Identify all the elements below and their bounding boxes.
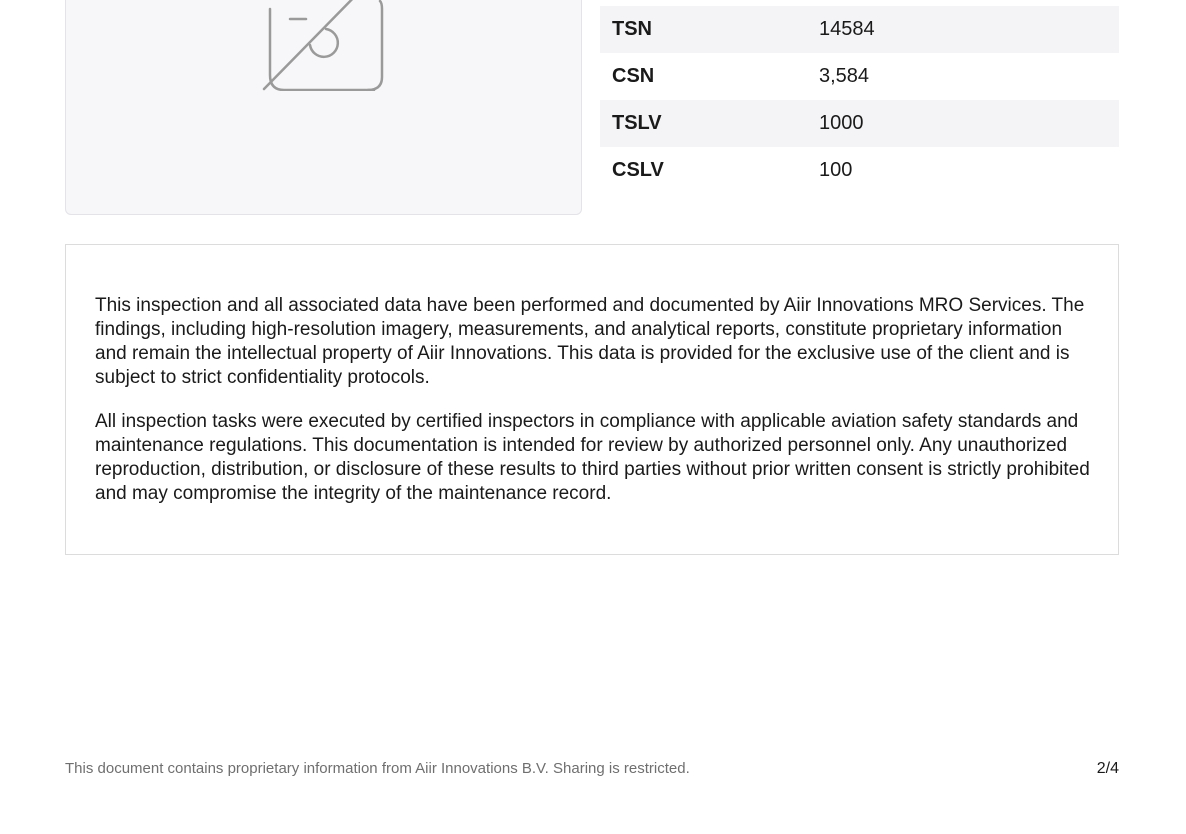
spec-value: 100 xyxy=(819,159,853,181)
spec-value: 14584 xyxy=(819,18,875,40)
spec-key: TSN xyxy=(612,18,652,40)
notice-paragraph: All inspection tasks were executed by certified inspectors in compliance with applicable aviation safety standards and maintenance regulations. This documentation is intended for review by authorized personnel only. Any unauthorized reproduction, distribution, or disclosure of these results to third parties without prior written consent is strictly prohibited and may compromise the integrity of the maintenance record. xyxy=(95,411,1090,504)
image-unavailable-icon xyxy=(262,0,387,91)
spec-row-csn xyxy=(600,53,1119,100)
image-placeholder xyxy=(65,0,582,215)
confidentiality-notice xyxy=(65,244,1119,555)
notice-paragraph: This inspection and all associated data have been performed and documented by Aiir Innovations MRO Services. The findings, including high-resolution imagery, measurements, and analytical reports, constitute proprietary information and remain the intellectual property of Aiir Innovations. This data is provided for the exclusive use of the client and is subject to strict confidentiality protocols. xyxy=(95,295,1085,388)
specs-table xyxy=(600,6,1119,194)
spec-key: TSLV xyxy=(612,112,662,134)
spec-row-cslv xyxy=(600,147,1119,194)
spec-row-tslv xyxy=(600,100,1119,147)
spec-row-tsn xyxy=(600,6,1119,53)
spec-value: 3,584 xyxy=(819,65,870,87)
spec-value: 1000 xyxy=(819,112,864,134)
spec-key: CSN xyxy=(612,65,655,87)
footer-disclaimer: This document contains proprietary information from Aiir Innovations B.V. Sharing is restricted. xyxy=(65,760,690,777)
spec-key: CSLV xyxy=(612,159,664,181)
page-number: 2/4 xyxy=(1096,760,1119,777)
